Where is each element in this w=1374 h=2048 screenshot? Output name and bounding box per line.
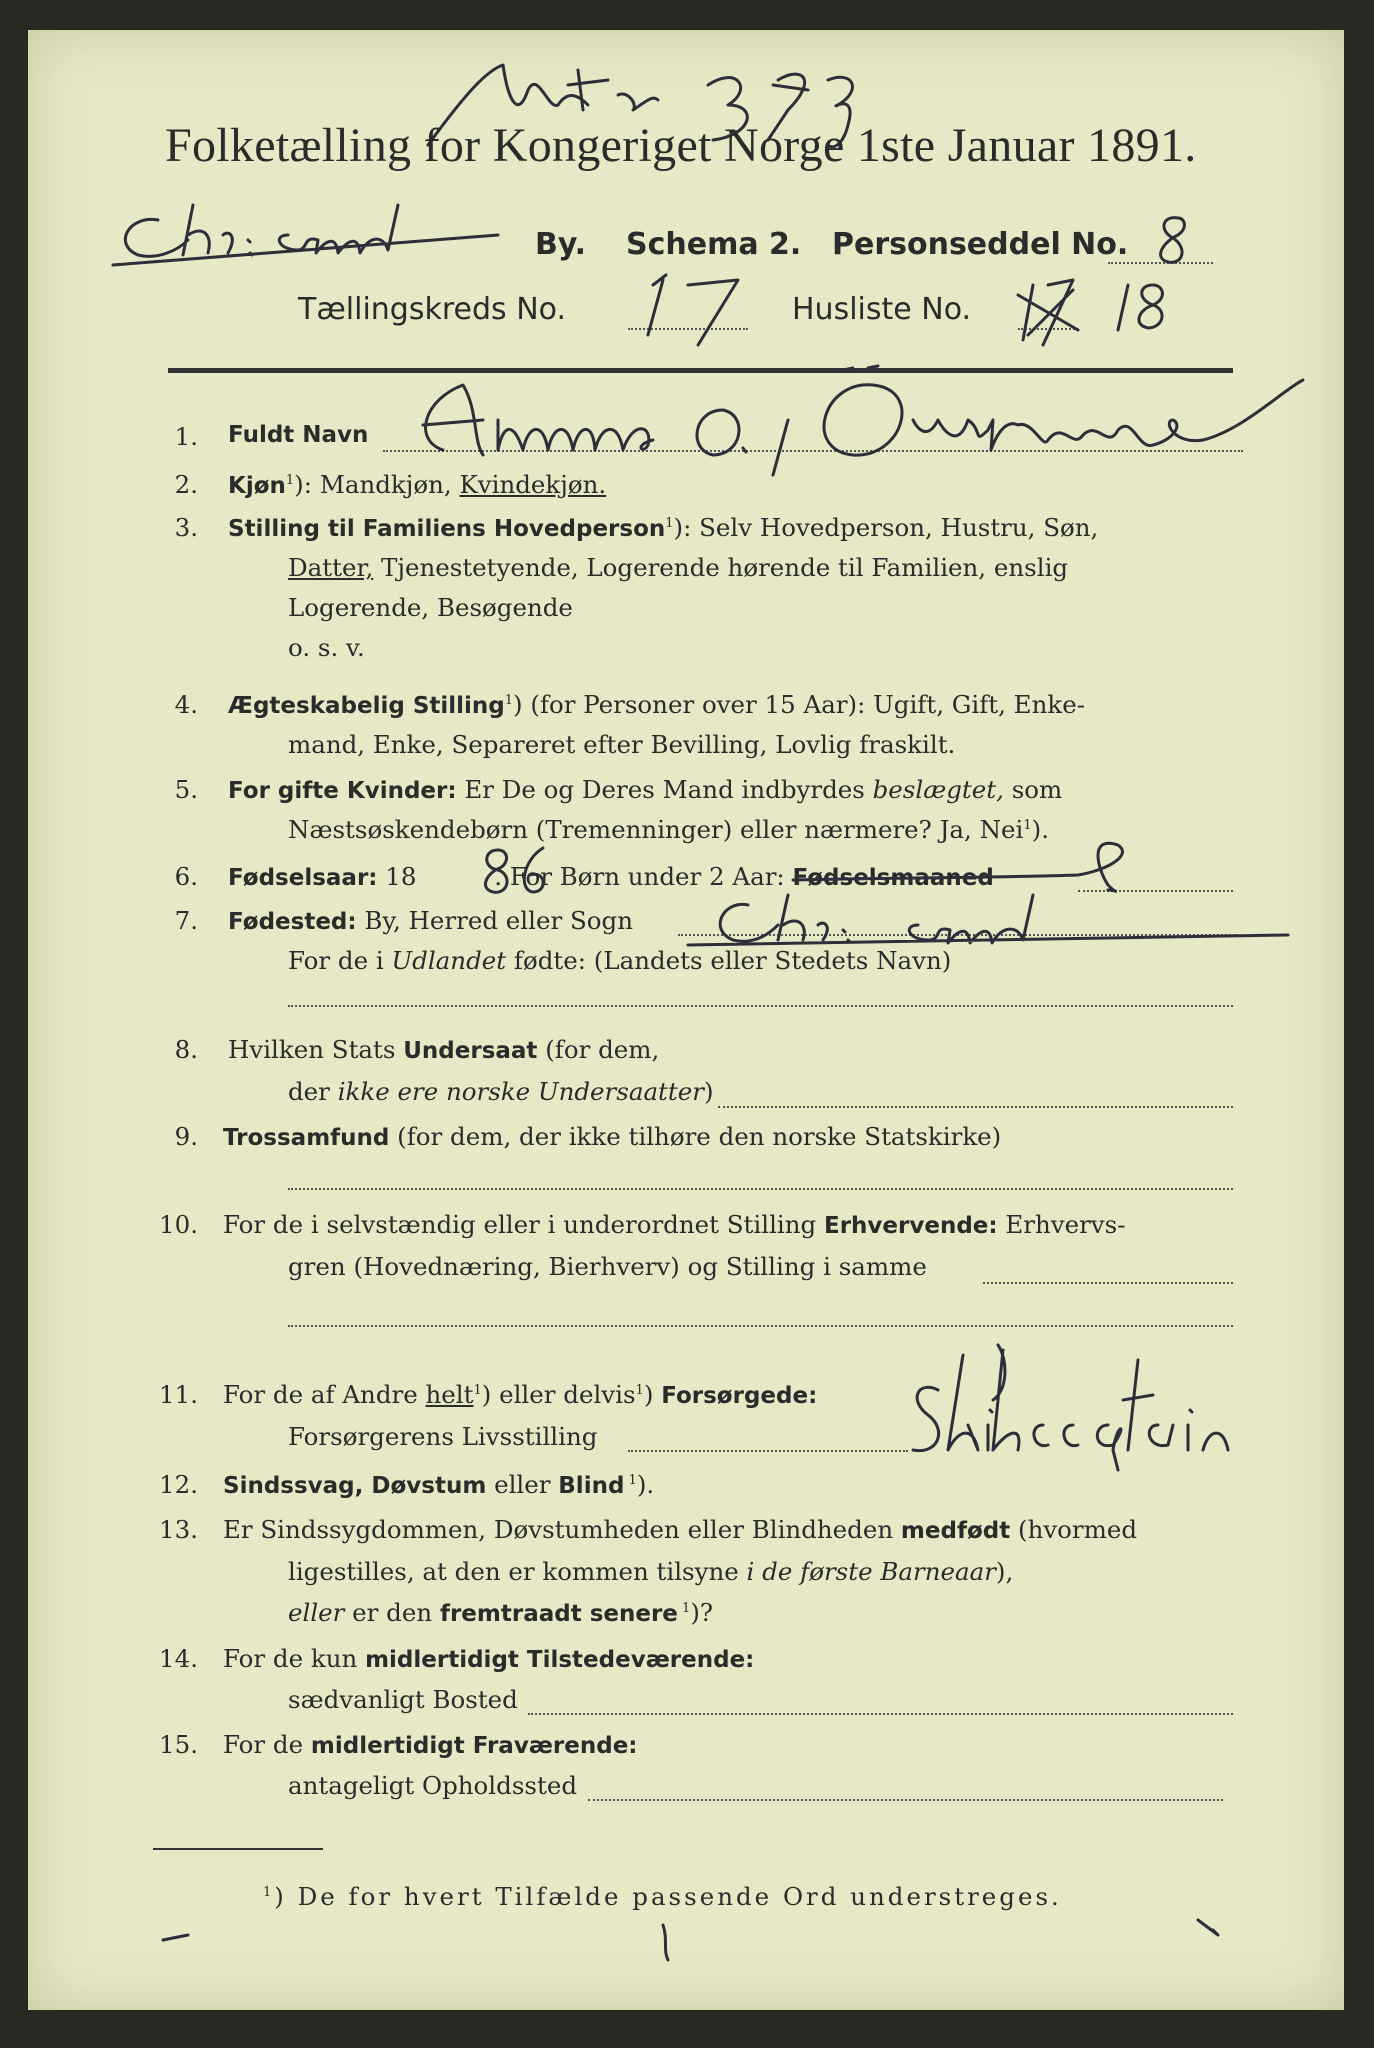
item-text: Næstsøskendebørn (Tremenninger) eller nærmere? Ja, Nei [288, 815, 1024, 844]
item-text: ) (for Personer over 15 Aar): Ugift, Gift, Enke- [513, 690, 1085, 719]
whereabouts-dots [588, 1799, 1223, 1801]
footnote-text: ) De for hvert Tilfælde passende Ord understreges. [274, 1882, 1062, 1911]
item-text: Hvilken Stats [228, 1035, 404, 1064]
item-number: 4. [174, 690, 198, 719]
item-7-line2 [288, 946, 951, 975]
handwritten-birth-digits [478, 840, 568, 900]
residence-dots [528, 1713, 1233, 1715]
item-4-line2: mand, Enke, Separeret efter Bevilling, Lovlig fraskilt. [288, 730, 956, 759]
item-14-line2: sædvanligt Bosted [288, 1685, 518, 1714]
handwritten-provider-occupation [878, 1340, 1298, 1500]
item-text: For de kun [223, 1644, 366, 1673]
item-7-line1 [228, 906, 633, 935]
item-text: ), [995, 1557, 1014, 1586]
item-number: 5. [174, 775, 198, 804]
item-text: . For Børn under 2 Aar: [486, 862, 793, 891]
item-text: Tjenestetyende, Logerende hørende til Familien, enslig [373, 553, 1069, 582]
item-4-line1: Ægteskabelig Stilling$^1$) (for Personer over 15 Aar): Ugift, Gift, Enke- [228, 690, 1085, 719]
foreign-birthplace-dots [288, 1005, 1233, 1007]
schema-label: Schema 2. [626, 227, 802, 262]
item-text: ). [636, 1470, 655, 1499]
handwritten-kreds-no [638, 260, 768, 350]
item-label: For gifte Kvinder: [228, 778, 457, 804]
provider-dots [628, 1450, 908, 1452]
item-number: 15. [159, 1730, 198, 1759]
item-label: midlertidigt Tilstedeværende: [365, 1647, 755, 1673]
item-text: (hvormed [1010, 1515, 1138, 1544]
item-italic: Udlandet [391, 946, 507, 975]
item-number: 14. [159, 1644, 198, 1673]
item-italic: beslægtet, [872, 775, 1004, 804]
form-title: Folketælling for Kongeriget Norge 1ste Januar 1891. [165, 119, 1197, 172]
item-label: Undersaat [403, 1038, 538, 1064]
item-3-line4: o. s. v. [288, 633, 365, 662]
item-label-month: Fødselsmaaned [792, 865, 994, 891]
item-8-line2 [288, 1077, 714, 1106]
item-text: eller [486, 1470, 559, 1499]
personseddel-label: Personseddel No. [832, 227, 1129, 262]
religion-dots [288, 1188, 1233, 1190]
item-text: For de i selvstændig eller i underordnet Stilling [223, 1210, 824, 1239]
item-label: midlertidigt Fraværende: [310, 1733, 638, 1759]
item-3-line2 [288, 553, 1068, 582]
item-number: 12. [159, 1470, 198, 1499]
nationality-dots [718, 1106, 1233, 1108]
item-text: ) eller delvis [481, 1380, 636, 1409]
item-13-line2 [288, 1557, 1013, 1586]
item-text: Er Sindssygdommen, Døvstumheden eller Blindheden [223, 1515, 901, 1544]
handwritten-husliste-no [1013, 270, 1183, 350]
item-text: Er De og Deres Mand indbyrdes [456, 775, 873, 804]
item-label: medfødt [900, 1518, 1011, 1544]
item-number: 2. [174, 470, 198, 499]
item-10-line2: gren (Hovednæring, Bierhverv) og Stilling i samme [288, 1252, 927, 1281]
footnote-mark: 1 [263, 1884, 275, 1900]
item-italic: ikke ere norske Undersaatter [337, 1077, 704, 1106]
item-number: 3. [174, 513, 198, 542]
item-text: som [1003, 775, 1063, 804]
selected-option: Datter, [288, 553, 374, 582]
item-label: Sindssvag, Døvstum [223, 1473, 487, 1499]
item-text: ): Selv Hovedperson, Hustru, Søn, [673, 513, 1099, 542]
item-10-line1 [223, 1210, 1126, 1239]
item-label: fremtraadt senere [439, 1601, 678, 1627]
item-number: 8. [174, 1035, 198, 1064]
item-label: Blind [558, 1473, 625, 1499]
item-5-line1 [228, 775, 1062, 804]
handwritten-personseddel-no [1143, 210, 1203, 270]
item-text: 18 [377, 862, 417, 891]
item-label: Ægteskabelig Stilling [228, 693, 505, 719]
footnote [263, 1882, 1062, 1911]
item-label: Stilling til Familiens Hovedperson [228, 516, 666, 542]
item-15-line1 [223, 1730, 638, 1759]
item-5-line2: Næstsøskendebørn (Tremenninger) eller nærmere? Ja, Nei$^1$). [288, 815, 1050, 844]
item-text: er den [344, 1598, 440, 1627]
item-text: der [288, 1077, 338, 1106]
item-number: 13. [159, 1515, 198, 1544]
item-3-line3: Logerende, Besøgende [288, 593, 573, 622]
item-label: Trossamfund [223, 1125, 390, 1151]
item-text: (for dem, der ikke tilhøre den norske Statskirke) [389, 1122, 1002, 1151]
occupation-dots [983, 1282, 1233, 1284]
selected-option: helt [425, 1380, 474, 1409]
census-form [28, 30, 1344, 2010]
item-2-line: Kjøn$^1$): Mandkjøn, Kvindekjøn. [228, 470, 607, 499]
item-3-line1: Stilling til Familiens Hovedperson$^1$): Selv Hovedperson, Hustru, Søn, [228, 513, 1099, 542]
item-text: For de [223, 1730, 311, 1759]
item-text: For de af Andre [223, 1380, 426, 1409]
item-15-line2: antageligt Opholdssted [288, 1771, 577, 1800]
item-text: ): Mandkjøn, [294, 470, 460, 499]
item-label: Fødested: [228, 909, 357, 935]
item-number: 1. [174, 422, 198, 451]
item-text: )? [690, 1598, 714, 1627]
selected-option: Kvindekjøn. [459, 470, 607, 499]
item-text: Erhvervs- [997, 1210, 1126, 1239]
item-9-line [223, 1122, 1001, 1151]
pencil-marks [158, 1910, 1258, 1970]
item-8-line1 [228, 1035, 659, 1064]
item-label: Erhvervende: [824, 1213, 998, 1239]
item-text: fødte: (Landets eller Stedets Navn) [506, 946, 952, 975]
handwritten-town [98, 195, 538, 275]
item-label: Kjøn [228, 473, 286, 499]
by-label: By. [535, 227, 587, 262]
item-text: ligestilles, at den er kommen tilsyne [288, 1557, 747, 1586]
item-text: For de i [288, 946, 392, 975]
footnote-rule [153, 1848, 323, 1850]
item-number: 6. [174, 862, 198, 891]
item-italic: i de første Barneaar [746, 1557, 996, 1586]
item-number: 11. [159, 1380, 198, 1409]
kreds-label: Tællingskreds No. [298, 292, 566, 327]
item-number: 10. [159, 1210, 198, 1239]
item-number: 9. [174, 1122, 198, 1151]
husliste-label: Husliste No. [792, 292, 972, 327]
item-13-line3: eller er den fremtraadt senere $^1$)? [288, 1598, 714, 1627]
item-number: 7. [174, 906, 198, 935]
item-text: (for dem, [537, 1035, 660, 1064]
item-text: ) [643, 1380, 662, 1409]
occupation-dots-2 [288, 1325, 1233, 1327]
item-label: Fuldt Navn [228, 422, 369, 448]
item-label: Forsørgede: [661, 1383, 818, 1409]
item-11-line1: For de af Andre helt$^1$) eller delvis$^1$) Forsørgede: [223, 1380, 818, 1409]
item-text: By, Herred eller Sogn [356, 906, 633, 935]
item-11-line2: Forsørgerens Livsstilling [288, 1422, 598, 1451]
item-italic: eller [288, 1598, 345, 1627]
item-13-line1 [223, 1515, 1137, 1544]
item-label: Fødselsaar: [228, 865, 378, 891]
item-text: ) [703, 1077, 714, 1106]
item-12-line: Sindssvag, Døvstum eller Blind $^1$). [223, 1470, 655, 1499]
item-14-line1 [223, 1644, 754, 1673]
handwritten-full-name [383, 360, 1333, 480]
